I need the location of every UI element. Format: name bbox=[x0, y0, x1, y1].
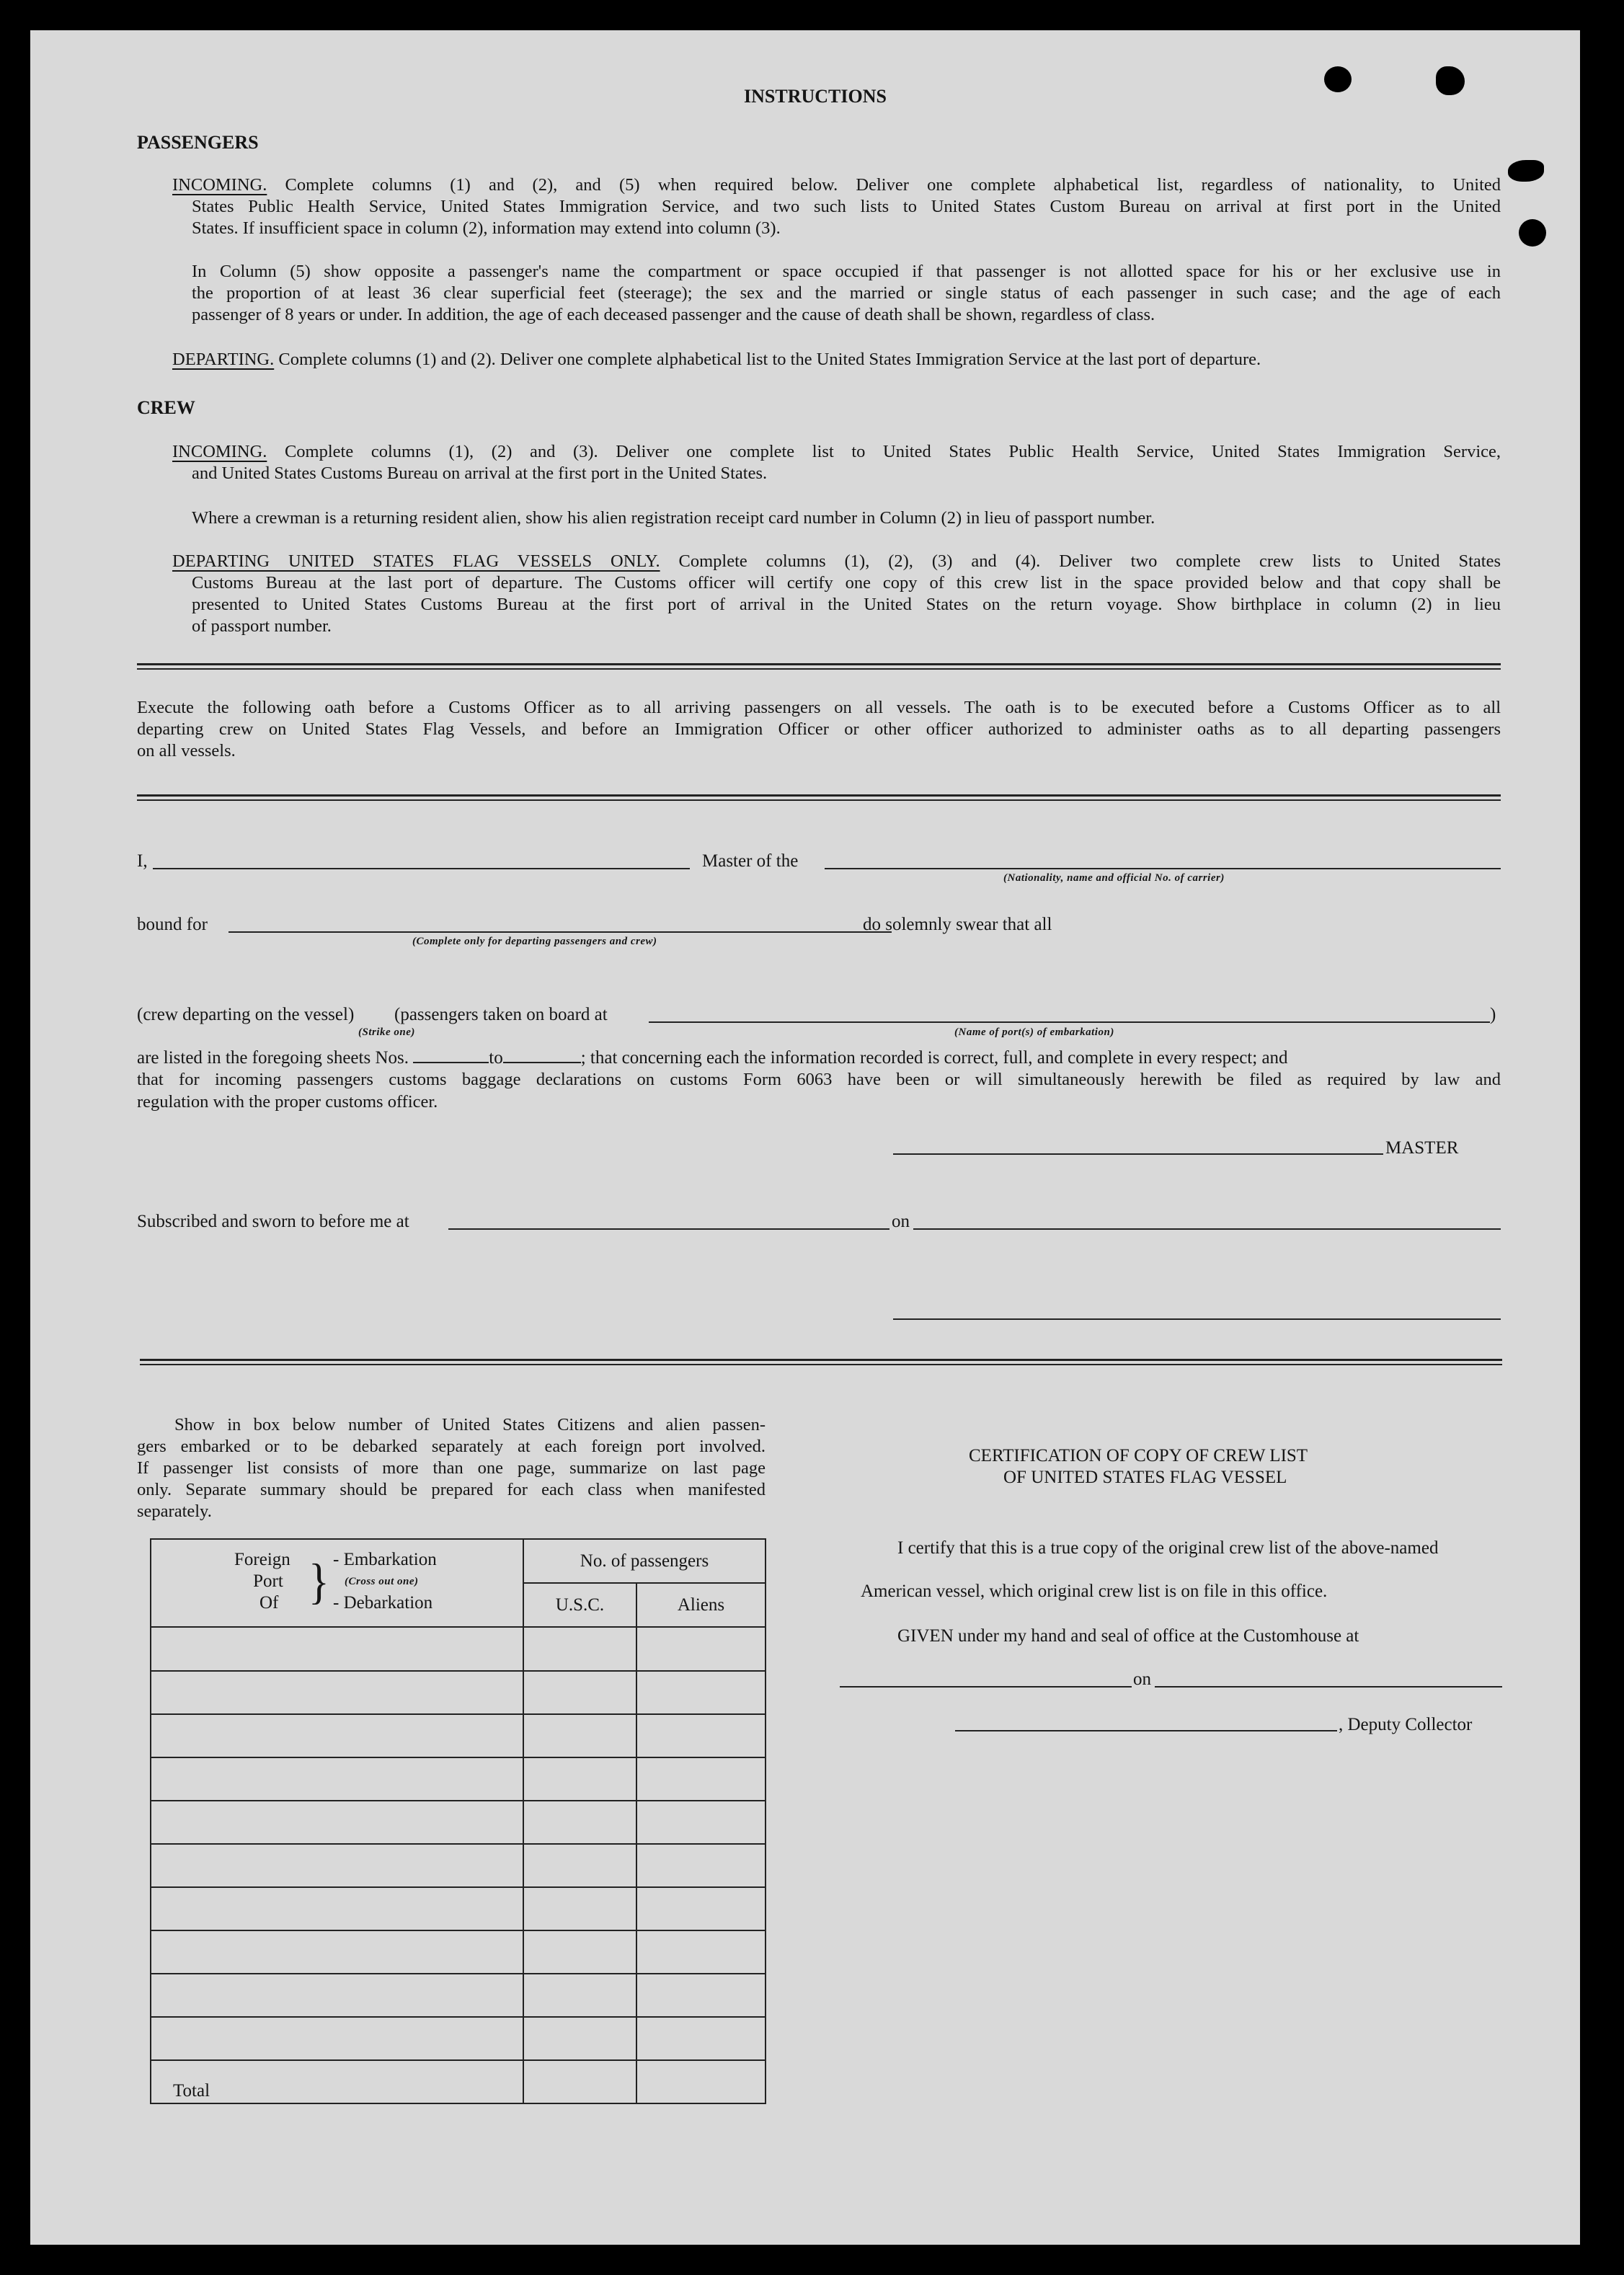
of-label: Of bbox=[259, 1593, 279, 1613]
customhouse-field[interactable] bbox=[840, 1686, 1132, 1688]
passenger-summary-table bbox=[150, 1538, 766, 2104]
summary-intro-line-5: separately. bbox=[137, 1502, 212, 1521]
embarkation-label: - Embarkation bbox=[333, 1550, 437, 1569]
listed-pre: are listed in the foregoing sheets Nos. bbox=[137, 1048, 409, 1068]
sworn-location-field[interactable] bbox=[448, 1228, 889, 1230]
close-paren: ) bbox=[1490, 1005, 1496, 1024]
aliens-cell[interactable] bbox=[636, 1714, 766, 1757]
crew-incoming-line-1 bbox=[172, 441, 1501, 464]
crew-incoming-text-1: Complete columns (1), (2) and (3). Deliver one complete list to United States Public Health Service, United States Immigration Service, bbox=[284, 442, 1501, 461]
crew-incoming-label: INCOMING. bbox=[172, 442, 267, 461]
sheet-to-field[interactable] bbox=[503, 1047, 581, 1063]
resident-alien-text: Where a crewman is a returning resident alien, show his alien registration receipt card number in Column (2) in lieu of passport number. bbox=[192, 508, 1155, 528]
cert-on-label: on bbox=[1133, 1669, 1151, 1689]
table-row bbox=[151, 1887, 766, 1930]
port-label: Port bbox=[253, 1571, 283, 1591]
aliens-header: Aliens bbox=[636, 1583, 766, 1627]
port-cell[interactable] bbox=[151, 1801, 523, 1844]
sheet-from-field[interactable] bbox=[413, 1047, 489, 1063]
swear-text: do solemnly swear that all bbox=[863, 915, 1052, 934]
table-row bbox=[151, 1757, 766, 1801]
page-title: INSTRUCTIONS bbox=[744, 86, 887, 107]
table-row bbox=[151, 2017, 766, 2060]
listed-line-2: that for incoming passengers customs baggage declarations on customs Form 6063 have been or will simultaneously herewith be filed as required by law and bbox=[137, 1070, 1501, 1089]
passengers-heading: PASSENGERS bbox=[137, 132, 259, 153]
master-of-label: Master of the bbox=[702, 851, 799, 871]
usc-cell[interactable] bbox=[523, 1930, 636, 1974]
passengers-departing-label: DEPARTING. bbox=[172, 350, 275, 369]
carrier-field[interactable] bbox=[825, 868, 1501, 869]
passengers-incoming-label: INCOMING. bbox=[172, 175, 267, 195]
port-cell[interactable] bbox=[151, 1757, 523, 1801]
aliens-cell[interactable] bbox=[636, 1627, 766, 1671]
port-cell[interactable] bbox=[151, 1974, 523, 2017]
port-cell[interactable] bbox=[151, 2017, 523, 2060]
table-row bbox=[151, 1627, 766, 1671]
master-label: MASTER bbox=[1385, 1138, 1459, 1158]
listed-line-1 bbox=[137, 1047, 1501, 1069]
officer-signature-line[interactable] bbox=[893, 1318, 1501, 1320]
aliens-cell[interactable] bbox=[636, 1974, 766, 2017]
cross-out-caption: (Cross out one) bbox=[345, 1576, 419, 1587]
strike-one-caption: (Strike one) bbox=[358, 1026, 415, 1038]
oath-i-label: I, bbox=[137, 851, 148, 871]
crew-departing-option: (crew departing on the vessel) bbox=[137, 1005, 355, 1024]
punch-hole-top-2 bbox=[1436, 66, 1465, 95]
aliens-cell[interactable] bbox=[636, 1671, 766, 1714]
passengers-incoming-line-2: States Public Health Service, United States Immigration Service, and two such lists to United States Custom Bureau on arrival at first port in the United bbox=[192, 197, 1501, 216]
carrier-caption: (Nationality, name and official No. of carrier) bbox=[1003, 872, 1225, 884]
debarkation-label: - Debarkation bbox=[333, 1593, 433, 1613]
total-aliens-cell[interactable] bbox=[636, 2060, 766, 2103]
passengers-incoming-line-3: States. If insufficient space in column (2), information may extend into column (3). bbox=[192, 218, 781, 238]
brace-icon: } bbox=[309, 1554, 329, 1609]
port-cell[interactable] bbox=[151, 1671, 523, 1714]
bound-for-field[interactable] bbox=[228, 931, 892, 933]
punch-hole-top-1 bbox=[1324, 66, 1352, 92]
aliens-cell[interactable] bbox=[636, 2017, 766, 2060]
listed-to: to bbox=[489, 1048, 503, 1068]
total-label: Total bbox=[151, 2060, 523, 2103]
table-row bbox=[151, 1974, 766, 2017]
column5-line-3: passenger of 8 years or under. In addition, the age of each deceased passenger and the cause of death shall be shown, regardless of class. bbox=[192, 305, 1155, 324]
summary-intro-line-3: If passenger list consists of more than one page, summarize on last page bbox=[137, 1458, 766, 1478]
certification-title-2: OF UNITED STATES FLAG VESSEL bbox=[1003, 1468, 1287, 1487]
foreign-label: Foreign bbox=[234, 1550, 290, 1569]
summary-intro-line-2: gers embarked or to be debarked separately at each foreign port involved. bbox=[137, 1437, 766, 1456]
crew-heading: CREW bbox=[137, 397, 195, 418]
master-name-field[interactable] bbox=[153, 868, 690, 869]
column5-line-2: the proportion of at least 36 clear superficial feet (steerage); the sex and the married or single status of each passenger in such case; and the age of each bbox=[192, 283, 1501, 303]
master-signature-line[interactable] bbox=[893, 1153, 1383, 1155]
usc-cell[interactable] bbox=[523, 1887, 636, 1930]
usc-cell[interactable] bbox=[523, 1974, 636, 2017]
punch-hole-right-1 bbox=[1508, 160, 1544, 182]
subscribed-label: Subscribed and sworn to before me at bbox=[137, 1212, 409, 1231]
table-row bbox=[151, 1930, 766, 1974]
aliens-cell[interactable] bbox=[636, 1801, 766, 1844]
usc-cell[interactable] bbox=[523, 1671, 636, 1714]
passengers-departing bbox=[172, 349, 1501, 371]
flag-vessel-line-4: of passport number. bbox=[192, 616, 332, 636]
flag-vessel-text-1: Complete columns (1), (2), (3) and (4). Deliver two complete crew lists to United States bbox=[678, 551, 1501, 571]
port-cell[interactable] bbox=[151, 1714, 523, 1757]
port-caption: (Name of port(s) of embarkation) bbox=[954, 1026, 1114, 1038]
aliens-cell[interactable] bbox=[636, 1844, 766, 1887]
oath-instructions-line-1: Execute the following oath before a Customs Officer as to all arriving passengers on all vessels. The oath is to be executed before a Customs Officer as to all bbox=[137, 698, 1501, 717]
flag-vessel-line-2: Customs Bureau at the last port of departure. The Customs officer will certify one copy of this crew list in the space provided below and that copy shall be bbox=[192, 573, 1501, 593]
passengers-departing-text: Complete columns (1) and (2). Deliver one complete alphabetical list to the United States Immigration Service at the last port of departure. bbox=[278, 350, 1261, 369]
deputy-signature-line[interactable] bbox=[955, 1730, 1337, 1731]
oath-instructions-line-3: on all vessels. bbox=[137, 741, 236, 760]
section-divider-3 bbox=[140, 1359, 1502, 1365]
given-text: GIVEN under my hand and seal of office at the Customhouse at bbox=[897, 1626, 1359, 1646]
deputy-collector-label: , Deputy Collector bbox=[1339, 1715, 1473, 1734]
port-cell[interactable] bbox=[151, 1887, 523, 1930]
table-row bbox=[151, 1671, 766, 1714]
sworn-date-field[interactable] bbox=[913, 1228, 1501, 1230]
port-cell[interactable] bbox=[151, 1844, 523, 1887]
table-row bbox=[151, 1714, 766, 1757]
embarkation-port-field[interactable] bbox=[649, 1021, 1490, 1023]
table-row bbox=[151, 1844, 766, 1887]
no-of-passengers-header: No. of passengers bbox=[523, 1539, 766, 1583]
foreign-port-header bbox=[151, 1539, 523, 1627]
usc-cell[interactable] bbox=[523, 1627, 636, 1671]
summary-intro-line-4: only. Separate summary should be prepared for each class when manifested bbox=[137, 1480, 766, 1499]
passengers-incoming-text-1: Complete columns (1) and (2), and (5) when required below. Deliver one complete alphabetical list, regardless of nationality, to United bbox=[285, 175, 1501, 195]
passengers-incoming-line-1 bbox=[172, 174, 1501, 197]
aliens-cell[interactable] bbox=[636, 1757, 766, 1801]
table-row bbox=[151, 1801, 766, 1844]
flag-vessel-line-3: presented to United States Customs Bureau at the first port of arrival in the United States on the return voyage. Show birthplace in column (2) in lieu bbox=[192, 595, 1501, 614]
total-row bbox=[151, 2060, 766, 2103]
usc-header: U.S.C. bbox=[523, 1583, 636, 1627]
aliens-cell[interactable] bbox=[636, 1930, 766, 1974]
section-divider-2 bbox=[137, 794, 1501, 801]
aliens-cell[interactable] bbox=[636, 1887, 766, 1930]
total-usc-cell[interactable] bbox=[523, 2060, 636, 2103]
usc-cell[interactable] bbox=[523, 1714, 636, 1757]
bound-caption: (Complete only for departing passengers and crew) bbox=[412, 936, 657, 947]
american-vessel-text: American vessel, which original crew list is on file in this office. bbox=[861, 1582, 1328, 1601]
sworn-on-label: on bbox=[892, 1212, 910, 1231]
usc-cell[interactable] bbox=[523, 1757, 636, 1801]
section-divider-1 bbox=[137, 663, 1501, 670]
port-cell[interactable] bbox=[151, 1627, 523, 1671]
usc-cell[interactable] bbox=[523, 2017, 636, 2060]
summary-intro-line-1: Show in box below number of United States Citizens and alien passen- bbox=[174, 1415, 766, 1434]
certify-text: I certify that this is a true copy of the original crew list of the above-named bbox=[897, 1538, 1439, 1558]
listed-line-3: regulation with the proper customs officer. bbox=[137, 1092, 438, 1112]
bound-for-label: bound for bbox=[137, 915, 208, 934]
certification-title-1: CERTIFICATION OF COPY OF CREW LIST bbox=[969, 1446, 1308, 1465]
usc-cell[interactable] bbox=[523, 1844, 636, 1887]
crew-incoming-line-2: and United States Customs Bureau on arrival at the first port in the United States. bbox=[192, 464, 768, 483]
port-cell[interactable] bbox=[151, 1930, 523, 1974]
document-page bbox=[30, 30, 1580, 2245]
passengers-taken-option: (passengers taken on board at bbox=[394, 1005, 608, 1024]
column5-line-1: In Column (5) show opposite a passenger's name the compartment or space occupied if that passenger is not allotted space for his or her exclusive use in bbox=[192, 262, 1501, 281]
flag-vessel-label: DEPARTING UNITED STATES FLAG VESSELS ONLY. bbox=[172, 551, 660, 571]
flag-vessel-line-1 bbox=[172, 551, 1501, 573]
usc-cell[interactable] bbox=[523, 1801, 636, 1844]
oath-instructions-line-2: departing crew on United States Flag Vessels, and before an Immigration Officer or other officer authorized to administer oaths as to all departing passengers bbox=[137, 719, 1501, 739]
listed-post: ; that concerning each the information recorded is correct, full, and complete in every respect; and bbox=[580, 1048, 1288, 1068]
punch-hole-right-2 bbox=[1519, 219, 1546, 247]
cert-date-field[interactable] bbox=[1155, 1686, 1502, 1688]
